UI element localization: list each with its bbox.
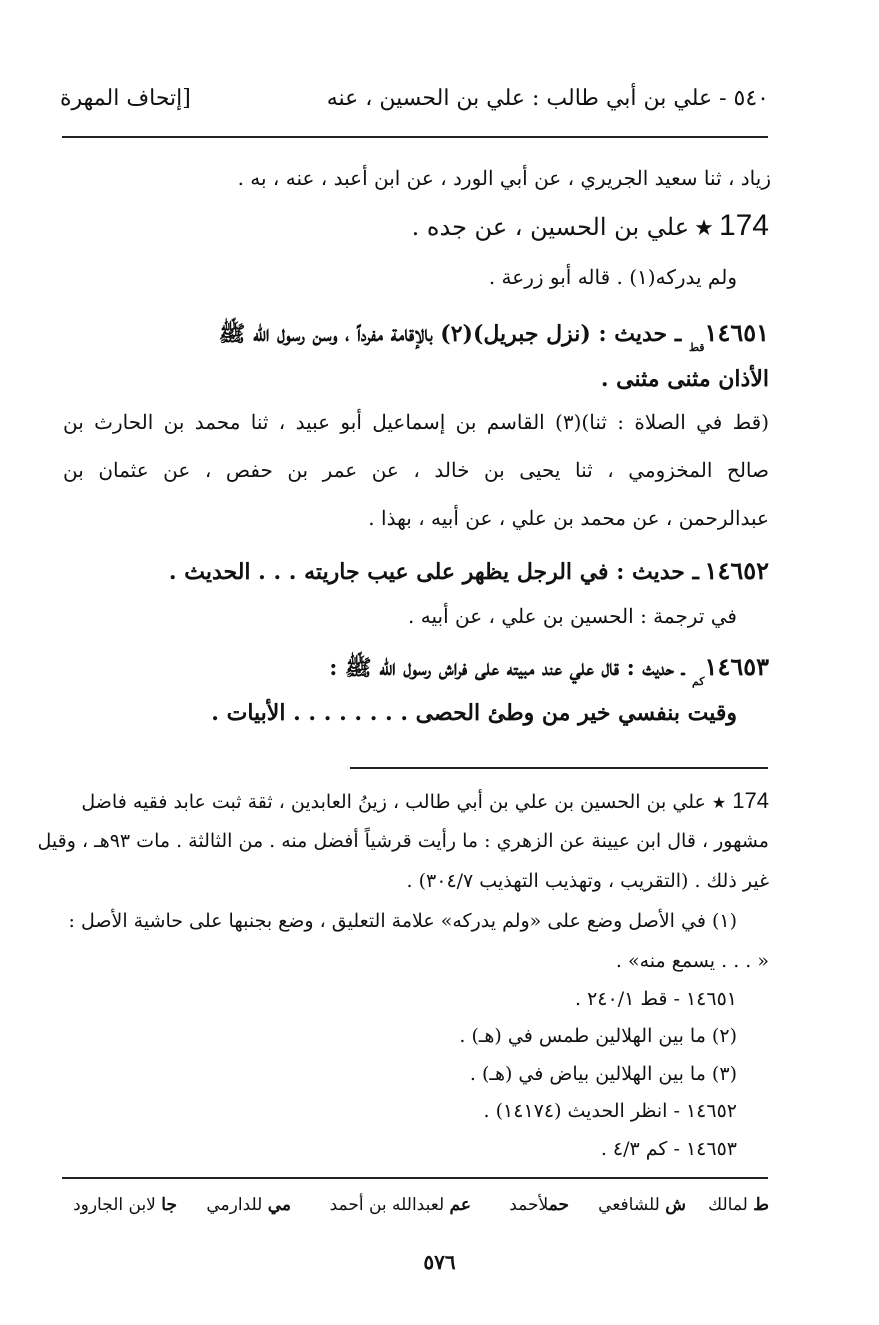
abbreviation-code: مي (267, 1195, 291, 1215)
footnote-item: ١٤٦٥٢ - انظر الحديث (١٤١٧٤) . (483, 1100, 737, 1122)
footnote-item: ١٤٦٥١ - قط ٢٤٠/١ . (574, 988, 737, 1010)
footnote-entry-number: 174 (732, 788, 769, 813)
source-code: قط (688, 341, 705, 354)
header-rule (62, 136, 768, 138)
hadith-text: ـ حديث : (نزل جبريل)(٢) بالإقامة مفرداً ، وسن رسول الله ﷺ (218, 321, 682, 347)
hadith-14651-body-2: صالح المخزومي ، ثنا يحيى بن خالد ، عن عمر بن حفص ، عن عثمان بن (63, 458, 769, 482)
abbreviation-abdullah (330, 1195, 471, 1215)
abbreviation-code: ش (665, 1195, 686, 1215)
abbreviation-name: لأحمد (509, 1195, 549, 1215)
footnote-star-icon: ★ (711, 793, 727, 812)
entry-heading (412, 209, 769, 243)
entry-star-icon: ★ (694, 216, 714, 241)
footnote-item: (١) في الأصل وضع على «ولم يدركه» علامة التعليق ، وضع بجنبها على حاشية الأصل : (68, 910, 737, 932)
hadith-14651-heading (219, 318, 769, 352)
abbreviation-name: للدارمي (206, 1195, 263, 1215)
hadith-14652-body: في ترجمة : الحسين بن علي ، عن أبيه . (408, 604, 737, 628)
page-header-book: [إتحاف المهرة (60, 86, 191, 111)
footnote-entry-text: علي بن الحسين بن علي بن أبي طالب ، زينُ العابدين ، ثقة ثبت عابد فقيه فاضل (81, 791, 706, 813)
abbreviation-name: لابن الجارود (73, 1195, 156, 1215)
footnote-item: (٣) ما بين الهلالين بياض في (هـ) . (469, 1063, 737, 1085)
abbreviation-name: لمالك (708, 1195, 748, 1215)
abbreviation-code: حم (548, 1195, 569, 1215)
footnote-entry-line-1 (81, 788, 769, 814)
footnote-item: ١٤٦٥٣ - كم ٤/٣ . (600, 1138, 737, 1160)
footnote-entry-line-3: غير ذلك . (التقريب ، وتهذيب التهذيب ٣٠٤/٧) . (406, 870, 769, 892)
abbreviation-ibn-jarud (73, 1195, 177, 1215)
abbreviation-name: لعبدالله بن أحمد (329, 1195, 445, 1215)
entry-number: 174 (718, 209, 769, 242)
footnote-item: « . . . يسمع منه» . (615, 950, 769, 972)
hadith-14651-line2: الأذان مثنى مثنى . (600, 366, 769, 392)
page-number: ٥٧٦ (423, 1250, 456, 1274)
abbreviation-code: جا (161, 1195, 177, 1215)
hadith-14652-heading (169, 556, 769, 585)
hadith-number: ١٤٦٥١ (704, 318, 769, 347)
source-code: كم (691, 675, 705, 688)
abbreviation-code: عم (449, 1195, 471, 1215)
hadith-14651-body-1: (قط في الصلاة : ثنا)(٣) القاسم بن إسماعيل أبو عبيد ، ثنا محمد بن الحارث بن (63, 410, 770, 434)
entry-title: علي بن الحسين ، عن جده . (411, 213, 690, 241)
hadith-14653-line2: وقيت بنفسي خير من وطئ الحصى . . . . . . . . الأبيات . (211, 700, 737, 726)
hadith-number: ١٤٦٥٣ (704, 652, 769, 681)
hadith-number: ١٤٦٥٢ (704, 556, 769, 585)
page-header-title: ٥٤٠ - علي بن أبي طالب : علي بن الحسين ، عنه (326, 86, 769, 111)
abbreviation-darimi (206, 1195, 291, 1215)
intro-line: زياد ، ثنا سعيد الجريري ، عن أبي الورد ، عن ابن أعبد ، عنه ، به . (237, 166, 771, 190)
hadith-14653-heading (329, 652, 769, 686)
footnote-item: (٢) ما بين الهلالين طمس في (هـ) . (459, 1025, 737, 1047)
footnote-rule (350, 767, 768, 769)
hadith-text: ـ حديث : في الرجل يظهر على عيب جاريته . . . الحديث . (168, 559, 699, 585)
abbreviations-rule (62, 1177, 768, 1179)
hadith-14651-body-3: عبدالرحمن ، عن محمد بن علي ، عن أبيه ، بهذا . (368, 506, 769, 530)
abbreviation-name: للشافعي (598, 1195, 660, 1215)
entry-note: ولم يدركه(١) . قاله أبو زرعة . (488, 265, 737, 289)
footnote-entry-line-2: مشهور ، قال ابن عيينة عن الزهري : ما رأيت قرشياً أفضل منه . من الثالثة . مات ٩٣هـ ، وقيل (37, 830, 769, 852)
abbreviation-shafii (598, 1195, 686, 1215)
abbreviation-malik (708, 1195, 769, 1215)
abbreviation-code: ط (753, 1195, 769, 1215)
abbreviation-ahmad (509, 1195, 569, 1215)
hadith-text: ـ حديث : قال علي عند مبيته على فراش رسول الله ﷺ : (329, 655, 685, 681)
